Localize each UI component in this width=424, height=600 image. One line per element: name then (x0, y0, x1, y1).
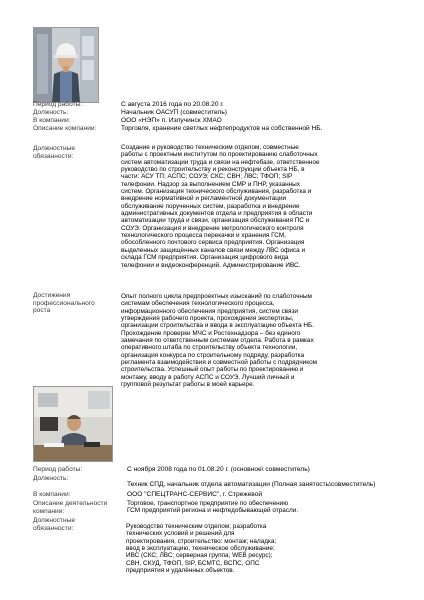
job1-position-label: Должность: (33, 109, 69, 116)
profile-photo-2 (33, 386, 113, 462)
job1-achievements-label: Достижения профессионального роста (33, 292, 95, 315)
job2-period-label: Период работы: (33, 466, 83, 473)
job1-company-desc: Торговля, хранение светлых нефтепродуктов на собственной НБ. (121, 125, 323, 132)
job1-duties-label: Должностные обязанности: (33, 145, 75, 160)
profile-photo-1 (33, 27, 99, 103)
job2-period: С ноября 2008 года по 01.08.20 г. (основное\ совместитель) (127, 466, 310, 473)
photo-1-image (34, 28, 98, 102)
job1-period: С августа 2016 года по 20.08.20 г. (121, 101, 224, 108)
job2-company: ООО "СПЕЦТРАНС-СЕРВИС", г. Стрежевой (127, 491, 263, 498)
job2-position-label: Должность: (33, 475, 69, 482)
job1-company-label: В компании: (33, 117, 71, 124)
job1-achievements: Опыт полного цикла предпроектных изысканий по слаботочным системам обеспечения технологического процесса, информационного обеспечения предприятия, систем связи утверждения рабочего проекта, прохождения экспертизы, организации строительства и ввода в эксплуатацию объекта НБ. Прохождение проверки МЧС и Ростехнадзора – без единого замечания по ответственным системам отдела. Работа в рамках оперативного штаба по строительству объекта технологии, организация конкурса по строительному подряду, разработка регламента взаимодействия и совместной работы с подрядчиком строительства. Успешный опыт работы по проектированию и монтажу, вводу в работу АСПС и СОУЭ. Лучший личный и групповой результат работы в моей карьере. (121, 293, 318, 389)
job2-company-desc-label: Описание деятельности компании: (33, 500, 108, 515)
job2-position: Техник СПД, начальник отдела автоматизации (Полная занятость\совместитель) (127, 481, 376, 488)
job1-period-label: Период работы: (33, 101, 83, 108)
photo-2-image (34, 387, 112, 461)
job1-company: ООО «НЭП» п. Излучинск ХМАО (121, 117, 222, 124)
job2-company-desc: Торговое, транспортное предприятие по обеспечению ГСМ предприятий региона и нефтедобывающей отрасли. (127, 500, 299, 515)
job2-duties: Руководство техническим отделом; разработка технических условий и решений для проектирования, строительство: монтаж; наладка; ввод в эксплуатацию, техническое обслуживание: ИВС (СКС; ЛВС; серверная группа; WEB ресурс); СВН, СКУД, ТФОП, SIP, БСМТС, ВСПС, ОПС предприятия и удалённых объектов. (126, 523, 277, 575)
job2-company-label: В компании: (33, 491, 71, 498)
job1-duties: Создание и руководство техническим отделом, совместные работы с проектным институтом по проектированию слаботочных систем автоматизации труда и связи на нефтебазе, ответственное руководство по строительству и реконструкции объекта НБ, в части: АСУ ТП; АСПС; СОУЭ; СКС; СВН; ЛВС; ТФОП; SIP телефонии. Надзор за выполнением СМР и ПНР, указанных систем. Организация технического обслуживания, разработка и внедрение нормативной и регламентной документации обслуживание порученных систем, разработка и внедрение административных документов отдела и предприятия в области автоматизации труда и связи, организация обслуживания ПС и СОУЭ. Организация и внедрение метрологического контроля технологического процесса перекачки и хранения ГСМ, обособленного почтового сервиса предприятия. Организация выделенных защищённых каналов связи между ЛВС офиса и склада ГСМ предприятия. Организация цифрового вида телефонии и видеоконференций. Администрирование ИВС. (121, 144, 320, 269)
job2-duties-label: Должностные обязанности: (33, 517, 75, 532)
job1-position: Начальник ОАСУП (совместитель) (121, 109, 227, 116)
job1-company-desc-label: Описание компании: (33, 125, 97, 132)
